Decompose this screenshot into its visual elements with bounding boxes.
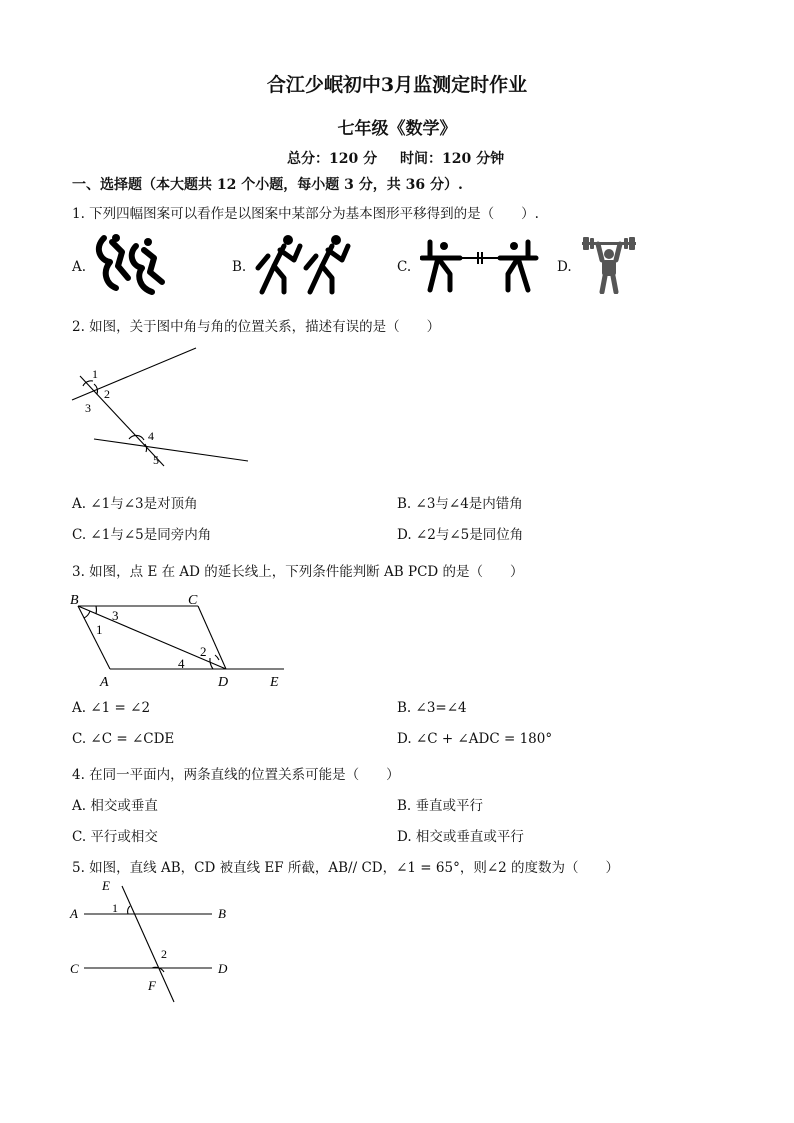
q2-option-c[interactable]: C. ∠1与∠5是同旁内角 xyxy=(72,527,212,543)
q2-angle-label-5: 5 xyxy=(153,453,159,467)
q4-option-c[interactable]: C. 平行或相交 xyxy=(72,829,158,845)
time-limit: 时间：120 分钟 xyxy=(400,151,505,167)
question-2-stem: 2. 如图，关于图中角与角的位置关系，描述有误的是（ ） xyxy=(72,319,441,335)
q3-option-b[interactable]: B. ∠3=∠4 xyxy=(397,700,467,716)
question-1-stem: 1. 下列四幅图案可以看作是以图案中某部分为基本图形平移得到的是（ ）. xyxy=(72,206,539,222)
q2-line-lower xyxy=(94,439,248,461)
q5-point-b: B xyxy=(218,906,226,921)
weightlifter-icon xyxy=(580,236,638,294)
q3-point-d: D xyxy=(218,675,229,688)
page-subtitle: 七年级《数学》 xyxy=(337,119,457,139)
q5-point-a: A xyxy=(70,906,78,921)
q2-angle-label-2: 2 xyxy=(104,387,110,401)
q3-angle-label-4: 4 xyxy=(178,656,185,671)
q3-point-c: C xyxy=(188,593,198,608)
section-heading: 一、选择题（本大题共 12 个小题，每小题 3 分，共 36 分）. xyxy=(72,177,463,193)
q3-angle-label-2: 2 xyxy=(200,644,207,659)
q1-option-b-label: B. xyxy=(232,259,247,275)
q2-option-a[interactable]: A. ∠1与∠3是对顶角 xyxy=(72,496,198,512)
q5-point-f: F xyxy=(148,978,156,993)
q3-angle-label-1: 1 xyxy=(96,622,103,637)
q3-option-d[interactable]: D. ∠C + ∠ADC = 180° xyxy=(397,731,553,747)
q5-angle-label-2: 2 xyxy=(161,947,167,961)
q1-option-c-label: C. xyxy=(397,259,412,275)
q3-option-c[interactable]: C. ∠C = ∠CDE xyxy=(72,731,175,747)
q5-point-d: D xyxy=(218,961,228,976)
q3-point-a: A xyxy=(100,675,109,688)
question-4-stem: 4. 在同一平面内，两条直线的位置关系可能是（ ） xyxy=(72,767,400,783)
q4-option-d[interactable]: D. 相交或垂直或平行 xyxy=(397,829,524,845)
q3-figure xyxy=(66,588,292,688)
q5-point-c: C xyxy=(70,961,79,976)
q3-diagonal-bd xyxy=(78,606,226,669)
total-score: 总分：120 分 xyxy=(287,151,378,167)
q2-figure xyxy=(68,342,254,468)
q3-side-cd xyxy=(198,606,226,669)
q1-option-d-label: D. xyxy=(557,259,572,275)
q3-angle-label-3: 3 xyxy=(112,608,119,623)
q1-option-a-label: A. xyxy=(72,259,87,275)
q2-angle-label-3: 3 xyxy=(85,401,91,415)
q2-angle-label-4: 4 xyxy=(148,429,154,443)
question-5-stem: 5. 如图，直线 AB，CD 被直线 EF 所截，AB// CD，∠1 = 65°，则∠2 的度数为（ ） xyxy=(72,860,620,876)
q4-option-a[interactable]: A. 相交或垂直 xyxy=(72,798,158,814)
q4-option-b[interactable]: B. 垂直或平行 xyxy=(397,798,484,814)
q2-line-upper xyxy=(72,348,196,400)
q5-angle-label-1: 1 xyxy=(112,901,118,915)
fencer-pattern-icon xyxy=(254,232,360,296)
stick-figure-pattern-icon xyxy=(420,238,540,294)
q2-angle-label-1: 1 xyxy=(92,367,98,381)
page-title: 合江少岷初中3月监测定时作业 xyxy=(266,74,528,96)
q2-option-b[interactable]: B. ∠3与∠4是内错角 xyxy=(397,496,523,512)
q3-point-e: E xyxy=(270,675,279,688)
q3-point-b: B xyxy=(70,593,79,608)
q2-transversal xyxy=(80,376,164,466)
dancer-pattern-icon xyxy=(92,232,168,298)
q3-option-a[interactable]: A. ∠1 = ∠2 xyxy=(72,700,151,716)
q2-option-d[interactable]: D. ∠2与∠5是同位角 xyxy=(397,527,524,543)
q5-point-e: E xyxy=(102,878,110,893)
q5-figure xyxy=(66,876,242,1006)
question-3-stem: 3. 如图，点 E 在 AD 的延长线上，下列条件能判断 AB PCD 的是（ ） xyxy=(72,564,524,580)
q3-side-ab xyxy=(78,606,110,669)
